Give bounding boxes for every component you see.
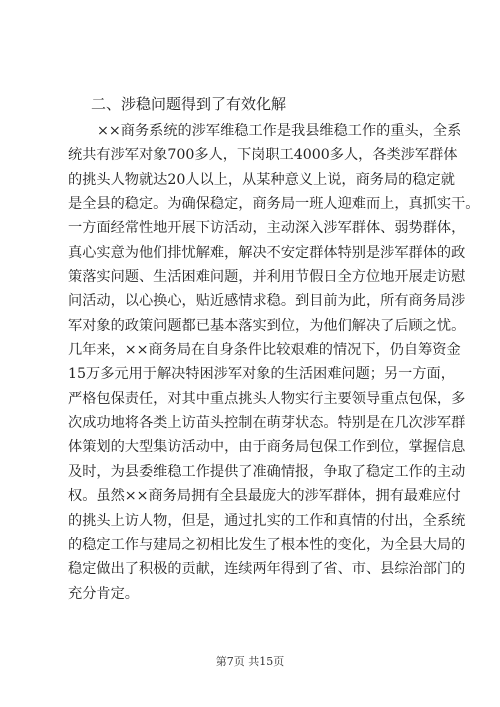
paragraph-line: ××商务系统的涉军维稳工作是我县维稳工作的重头，全系: [97, 123, 462, 139]
paragraph-line: 权。虽然××商务局拥有全县最庞大的涉军群体，拥有最难应付: [68, 488, 461, 505]
paragraph-line: 问活动，以心换心，贴近感情求稳。到目前为此，所有商务局涉: [68, 293, 466, 310]
paragraph-line: 15万多元用于解决特困涉军对象的生活困难问题；另一方面，: [68, 366, 455, 383]
paragraph-line: 稳定做出了积极的贡献，连续两年得到了省、市、县综治部门的: [68, 561, 466, 578]
body-paragraph: [68, 119, 480, 606]
section-heading: 二、涉稳问题得到了有效化解: [91, 95, 287, 113]
paragraph-line: 及时，为县委维稳工作提供了准确情报，争取了稳定工作的主动: [68, 463, 466, 480]
paragraph-line: 策落实问题、生活困难问题，并利用节假日全方位地开展走访慰: [68, 269, 466, 286]
paragraph-line: 的稳定工作与建局之初相比发生了根本性的变化，为全县大局的: [68, 536, 466, 553]
page-number-footer: 第7页 共15页: [215, 655, 285, 668]
paragraph-line: 是全县的稳定。为确保稳定，商务局一班人迎难而上，真抓实干。: [68, 196, 480, 213]
paragraph-line: 统共有涉军对象700多人，下岗职工4000多人，各类涉军群体: [68, 147, 458, 164]
paragraph-line: 的挑头上访人物，但是，通过扎实的工作和真情的付出，全系统: [68, 512, 466, 529]
paragraph-line: 次成功地将各类上访苗头控制在萌芽状态。特别是在几次涉军群: [68, 415, 466, 432]
paragraph-line: 的挑头人物就达20人以上，从某种意义上说，商务局的稳定就: [68, 171, 455, 188]
paragraph-line: 严格包保责任，对其中重点挑头人物实行主要领导重点包保，多: [68, 390, 466, 407]
paragraph-line: 体策划的大型集访活动中，由于商务局包保工作到位，掌握信息: [68, 439, 466, 456]
paragraph-line: 真心实意为他们排忧解难，解决不安定群体特别是涉军群体的政: [68, 244, 466, 261]
paragraph-line: 几年来，××商务局在自身条件比较艰难的情况下，仍自筹资金: [68, 342, 461, 359]
paragraph-line: 充分肯定。: [68, 585, 139, 602]
paragraph-line: 军对象的政策问题都已基本落实到位，为他们解决了后顾之忧。: [68, 317, 466, 334]
paragraph-line: 一方面经常性地开展下访活动，主动深入涉军群体、弱势群体，: [68, 220, 466, 237]
